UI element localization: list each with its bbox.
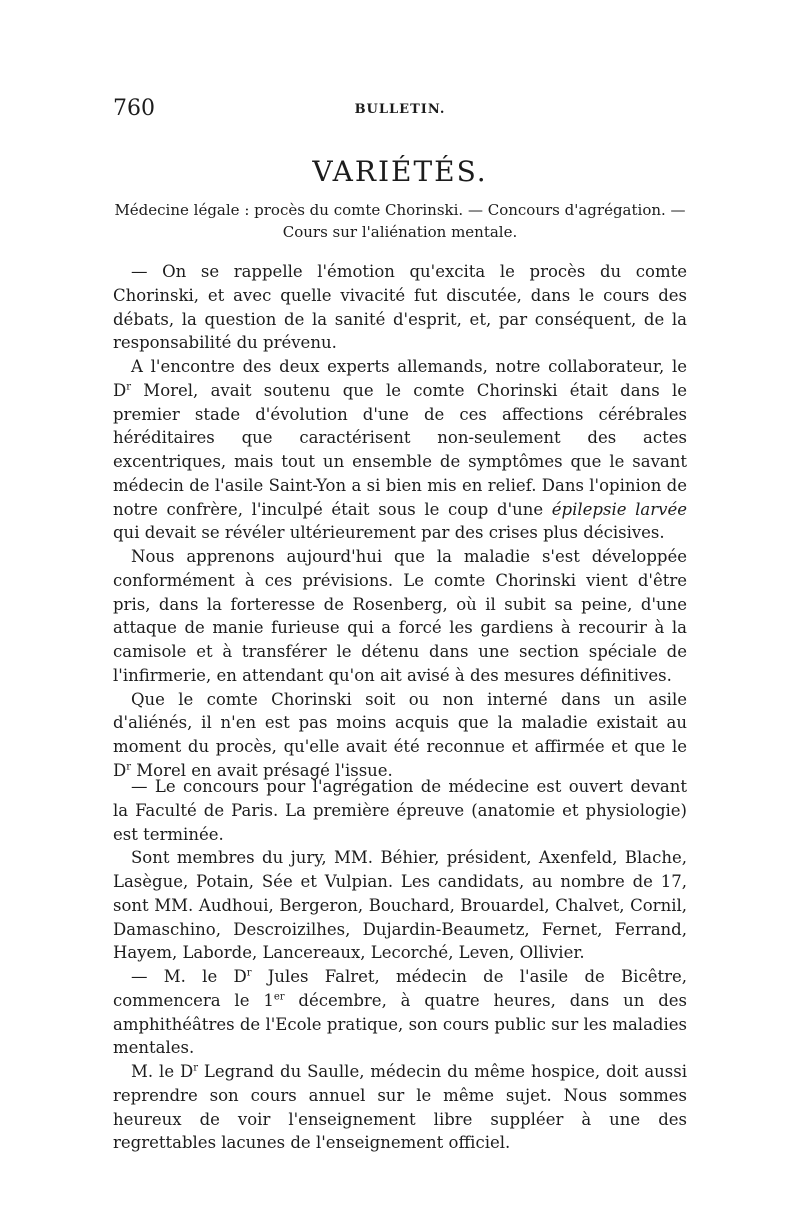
paragraph: — Le concours pour l'agrégation de médecine est ouvert devant la Faculté de Paris. La première épreuve (anatomie et physiologie) est terminée. — [113, 777, 687, 844]
paragraph: — M. le $D^r$ Jules Falret, médecin de l'asile de Bicêtre, commencera le 1er décembre, à quatre heures, dans un des amphithéâtres de l'Ecole pratique, son cours public sur les maladies mentales. — [113, 967, 687, 1058]
article-agregation — [113, 775, 687, 1155]
paragraph: M. le $D^r$ Legrand du Saulle, médecin du même hospice, doit aussi reprendre son cours annuel sur le même sujet. Nous sommes heureux de voir l'enseignement libre suppléer à une des regrettables lacunes de l'enseignement officiel. — [113, 1062, 687, 1153]
article-chorinski — [113, 260, 687, 783]
running-title: BULLETIN. — [354, 102, 446, 117]
page-number: 760 — [113, 96, 155, 121]
running-head — [113, 96, 687, 126]
section-title: VARIÉTÉS. — [312, 155, 488, 188]
paragraph: — On se rappelle l'émotion qu'excita le procès du comte Chorinski, et avec quelle vivacité fut discutée, dans le cours des débats, la question de la sanité d'esprit, et, par conséquent, de la responsabilité du prévenu. — [113, 262, 687, 353]
section-summary: Médecine légale : procès du comte Chorinski. — Concours d'agrégation. — Cours sur l'aliénation mentale. — [114, 201, 686, 241]
paragraph: Que le comte Chorinski soit ou non interné dans un asile d'aliénés, il n'en est pas moins acquis que la maladie existait au moment du procès, qu'elle avait été reconnue et affirmée et que le $D^r$ Morel en avait présagé l'issue. — [113, 689, 687, 780]
paragraph: Nous apprenons aujourd'hui que la maladie s'est développée conformément à ces prévisions. Le comte Chorinski vient d'être pris, dans la forteresse de Rosenberg, où il subit sa peine, d'une attaque de manie furieuse qui a forcé les gardiens à recourir à la camisole et à transférer le détenu dans une section spéciale de l'infirmerie, en attendant qu'on ait avisé à des mesures définitives. — [113, 547, 687, 685]
paragraph: A l'encontre des deux experts allemands, notre collaborateur, le $D^r$ Morel, avait soutenu que le comte Chorinski était dans le premier stade d'évolution d'une de ces affections cérébrales héréditaires que caractérisent non-seulement des actes excentriques, mais tout un ensemble de symptômes que le savant médecin de l'asile Saint-Yon a si bien mis en relief. Dans l'opinion de notre confrère, l'inculpé était sous le coup d'une épilepsie larvée qui devait se révéler ultérieurement par des crises plus décisives. — [113, 357, 687, 543]
paragraph: Sont membres du jury, MM. Béhier, président, Axenfeld, Blache, Lasègue, Potain, Sée et Vulpian. Les candidats, au nombre de 17, sont MM. Audhoui, Bergeron, Bouchard, Brouardel, Chalvet, Cornil, Damaschino, Descroizilhes, Dujardin-Beaumetz, Fernet, Ferrand, Hayem, Laborde, Lancereaux, Lecorché, Leven, Ollivier. — [113, 848, 687, 963]
